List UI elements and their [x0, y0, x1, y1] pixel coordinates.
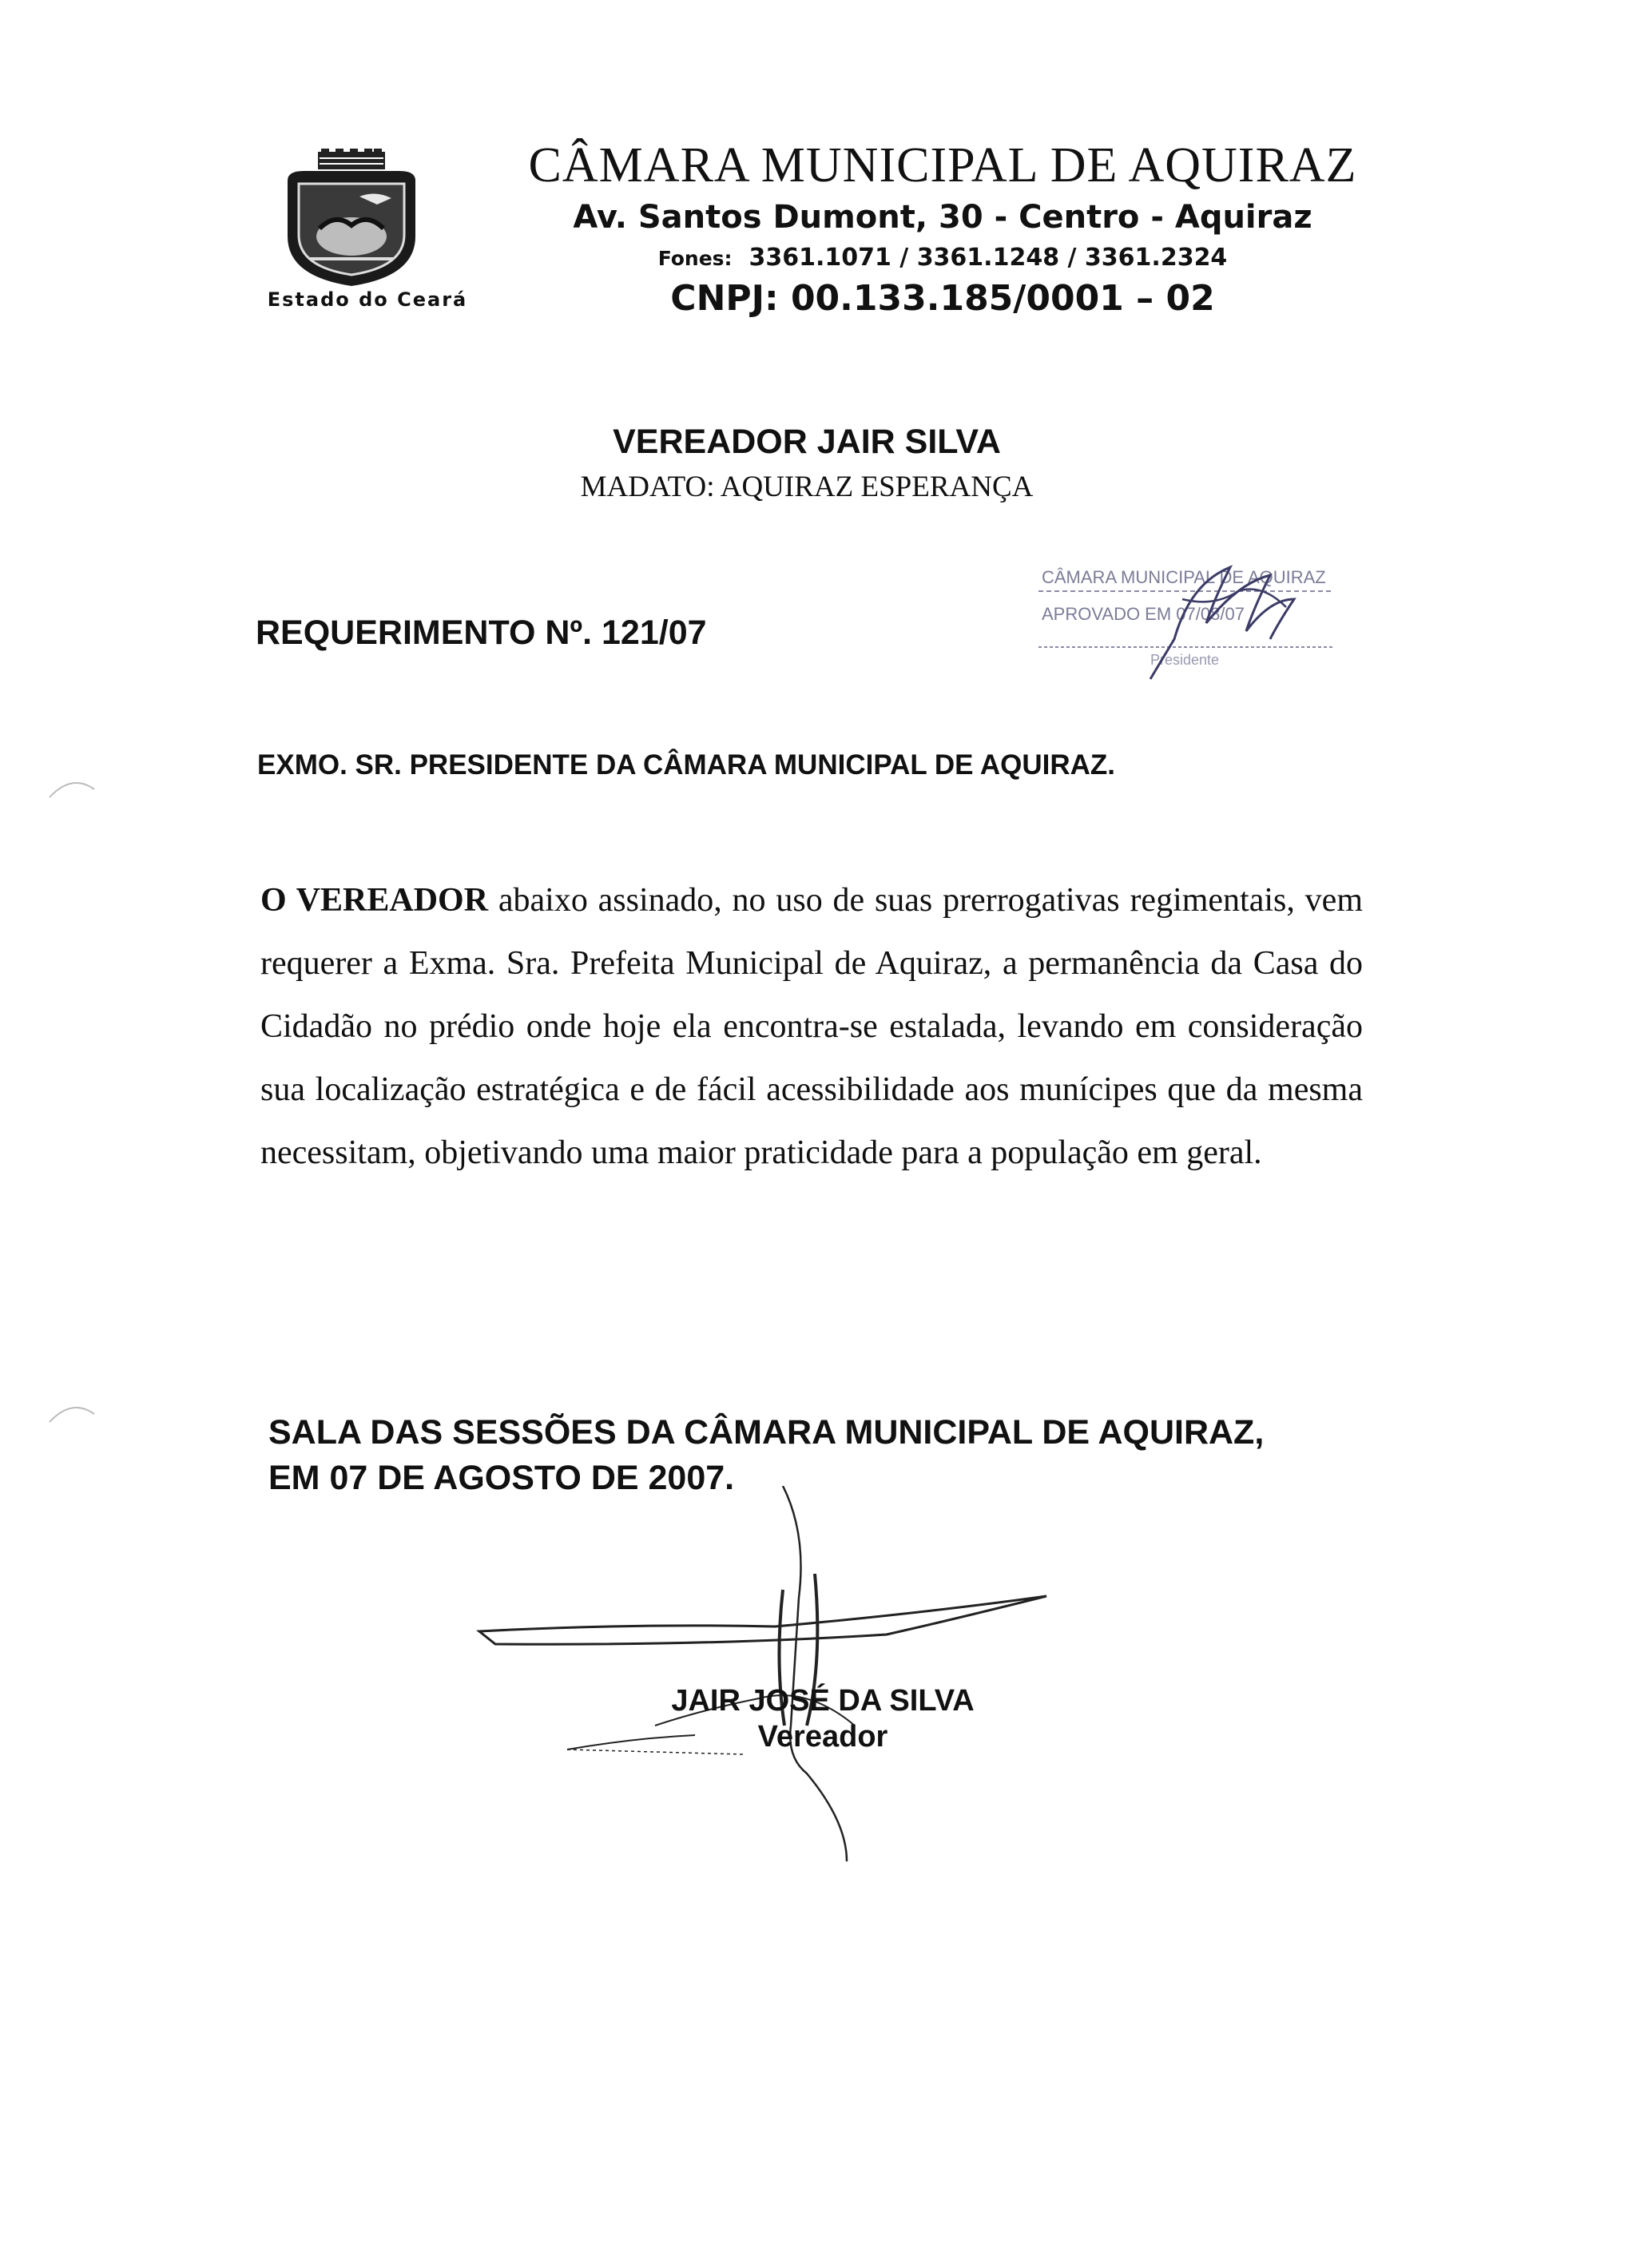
- handwritten-signature: [471, 1486, 1062, 1869]
- councillor-name: VEREADOR JAIR SILVA: [613, 423, 1001, 461]
- phones-value: 3361.1071 / 3361.1248 / 3361.2324: [749, 244, 1228, 272]
- signer-title: Vereador: [757, 1720, 888, 1754]
- stamp-line-3: Presidente: [1150, 652, 1220, 668]
- punch-hole-mark: [48, 773, 96, 805]
- mandate-label: MADATO: AQUIRAZ ESPERANÇA: [580, 471, 1034, 503]
- signer-name: JAIR JOSÉ DA SILVA: [671, 1684, 975, 1718]
- stamp-line-2: APROVADO EM 07/08/07: [1042, 604, 1245, 624]
- closing-line-2: EM 07 DE AGOSTO DE 2007.: [268, 1459, 735, 1497]
- closing-line-1: SALA DAS SESSÕES DA CÂMARA MUNICIPAL DE AQUIRAZ,: [268, 1413, 1265, 1452]
- municipal-crest-icon: [272, 149, 431, 288]
- stamp-line-1: CÂMARA MUNICIPAL DE AQUIRAZ: [1042, 567, 1326, 587]
- addressee-line: EXMO. SR. PRESIDENTE DA CÂMARA MUNICIPAL DE AQUIRAZ.: [257, 749, 1116, 780]
- state-caption: Estado do Ceará: [267, 288, 468, 311]
- phones-label: Fones:: [657, 247, 733, 270]
- organization-name: CÂMARA MUNICIPAL DE AQUIRAZ: [528, 138, 1357, 193]
- punch-hole-mark: [48, 1398, 96, 1430]
- approval-stamp: [1030, 551, 1350, 687]
- request-number: REQUERIMENTO Nº. 121/07: [256, 614, 707, 652]
- organization-address: Av. Santos Dumont, 30 - Centro - Aquiraz: [573, 199, 1312, 236]
- body-lead: O VEREADOR: [260, 882, 489, 919]
- organization-cnpj: CNPJ: 00.133.185/0001 – 02: [670, 278, 1215, 319]
- body-text: abaixo assinado, no uso de suas prerrogativas regimentais, vem requerer a Exma. Sra. Prefeita Municipal de Aquiraz, a permanência da Casa do Cidadão no prédio onde hoje ela encontra-se estalada, levando em consideração sua localização estratégica e de fácil acessibilidade aos munícipes que da mesma necessitam, objetivando uma maior praticidade para a população em geral.: [260, 882, 1363, 1171]
- request-body: [260, 869, 1363, 1185]
- organization-phones: [511, 246, 1374, 270]
